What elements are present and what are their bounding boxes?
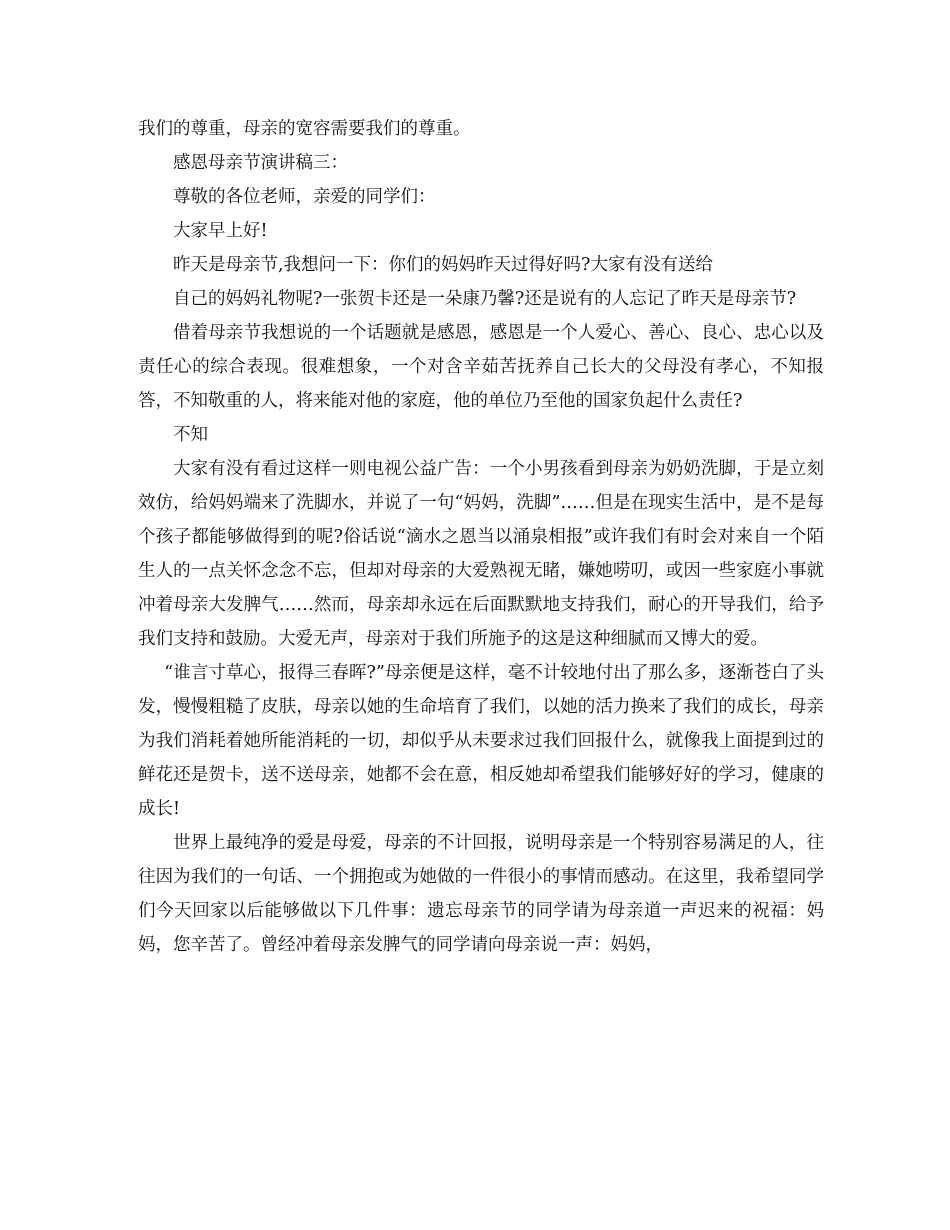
document-body <box>138 112 824 962</box>
paragraph-mother-love: 世界上最纯净的爱是母爱，母亲的不计回报，说明母亲是一个特别容易满足的人，往往因为我们的一句话、一个拥抱或为她做的一件很小的事情而感动。在这里，我希望同学们今天回家以后能够做以下几件事：遗忘母亲节的同学请为母亲道一声迟来的祝福：妈妈，您辛苦了。曾经冲着母亲发脾气的同学请向母亲说一声：妈妈， <box>138 833 824 955</box>
paragraph-gratitude: 借着母亲节我想说的一个话题就是感恩，感恩是一个人爱心、善心、良心、忠心以及责任心的综合表现。很难想象，一个对含辛茹苦抚养自己长大的父母没有孝心，不知报答，不知敬重的人，将来能对他的家庭，他的单位乃至他的国家负起什么责任? <box>138 323 824 411</box>
paragraph-gift: 自己的妈妈礼物呢?一张贺卡还是一朵康乃馨?还是说有的人忘记了昨天是母亲节? <box>173 289 797 309</box>
paragraph-fragment: 不知 <box>173 425 208 445</box>
paragraph-poem: “谁言寸草心，报得三春晖?”母亲便是这样，毫不计较地付出了那么多，逐渐苍白了头发，慢慢粗糙了皮肤，母亲以她的生命培育了我们，以她的活力换来了我们的成长，母亲为我们消耗着她所能消耗的一切，却似乎从未要求过我们回报什么，就像我上面提到过的鲜花还是贺卡，送不送母亲，她都不会在意，相反她却希望我们能够好好的学习，健康的成长! <box>138 663 824 819</box>
salutation: 尊敬的各位老师，亲爱的同学们： <box>173 187 436 207</box>
paragraph-continued: 我们的尊重，母亲的宽容需要我们的尊重。 <box>138 119 471 139</box>
speech-heading: 感恩母亲节演讲稿三： <box>173 153 348 173</box>
paragraph-question: 昨天是母亲节,我想问一下：你们的妈妈昨天过得好吗?大家有没有送给 <box>173 255 713 275</box>
greeting: 大家早上好! <box>173 221 268 241</box>
paragraph-advertisement: 大家有没有看过这样一则电视公益广告：一个小男孩看到母亲为奶奶洗脚，于是立刻效仿，给妈妈端来了洗脚水，并说了一句“妈妈，洗脚”……但是在现实生活中，是不是每个孩子都能够做得到的呢?俗话说“滴水之恩当以涌泉相报”或许我们有时会对来自一个陌生人的一点关怀念念不忘，但却对母亲的大爱熟视无睹，嫌她唠叨，或因一些家庭小事就冲着母亲大发脾气……然而，母亲却永远在后面默默地支持我们，耐心的开导我们，给予我们支持和鼓励。大爱无声，母亲对于我们所施予的这是这种细腻而又博大的爱。 <box>138 459 824 649</box>
